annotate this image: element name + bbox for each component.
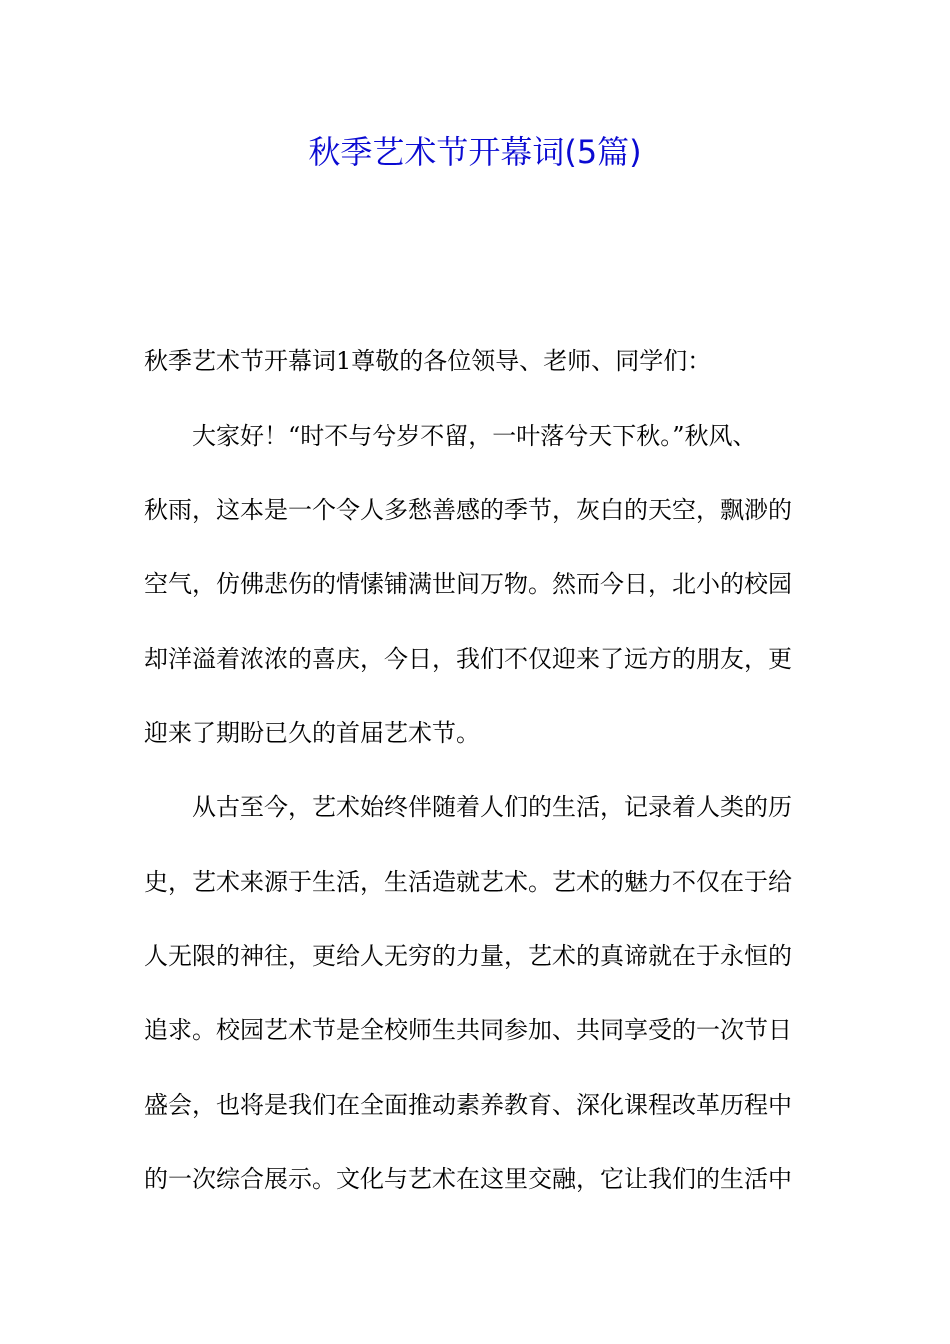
paragraph-1-line-2: 秋雨，这本是一个令人多愁善感的季节，灰白的天空，飘渺的 (144, 496, 792, 524)
paragraph-2-line-1: 从古至今，艺术始终伴随着人们的生活，记录着人类的历 (192, 793, 792, 821)
paragraph-2-line-3: 人无限的神往，更给人无穷的力量，艺术的真谛就在于永恒的 (144, 942, 792, 970)
document-title: 秋季艺术节开幕词(5篇) (308, 133, 642, 171)
paragraph-1-line-5: 迎来了期盼已久的首届艺术节。 (144, 719, 480, 747)
paragraph-1-line-3: 空气，仿佛悲伤的情愫铺满世间万物。然而今日，北小的校园 (144, 570, 792, 598)
paragraph-1-line-1: 大家好！“时不与兮岁不留，一叶落兮天下秋。”秋风、 (192, 422, 757, 450)
paragraph-2-line-4: 追求。校园艺术节是全校师生共同参加、共同享受的一次节日 (144, 1016, 792, 1044)
salutation-line: 秋季艺术节开幕词1尊敬的各位领导、老师、同学们： (144, 347, 712, 375)
paragraph-1-line-4: 却洋溢着浓浓的喜庆，今日，我们不仅迎来了远方的朋友，更 (144, 645, 792, 673)
paragraph-2-line-5: 盛会，也将是我们在全面推动素养教育、深化课程改革历程中 (144, 1091, 792, 1119)
paragraph-2-line-6: 的一次综合展示。文化与艺术在这里交融，它让我们的生活中 (144, 1165, 792, 1193)
paragraph-2-line-2: 史，艺术来源于生活，生活造就艺术。艺术的魅力不仅在于给 (144, 868, 792, 896)
